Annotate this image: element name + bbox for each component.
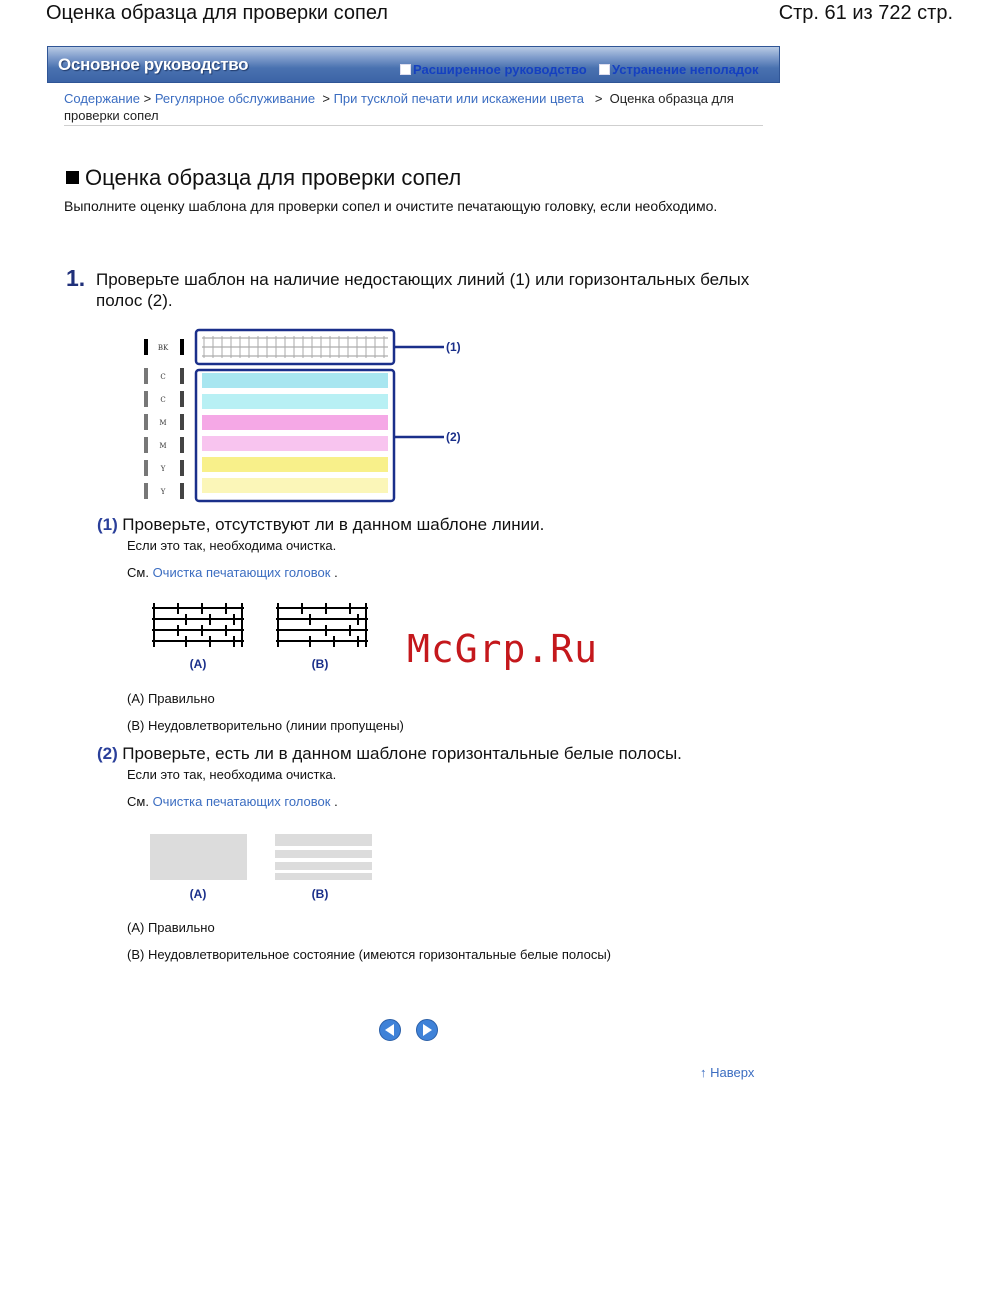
label-a: (A) [189,657,207,671]
step-number: 1. [66,265,86,291]
row-label: BK [157,344,169,352]
sub-note: Если это так, необходима очистка. [127,538,337,553]
guide-banner [47,46,780,83]
sub-number: (1) [97,515,118,534]
stripe-pattern-banded [275,834,372,880]
sub-check-2-heading [97,744,682,764]
advanced-guide-label: Расширенное руководство [413,62,587,77]
desc-correct: (A) Правильно [127,691,215,706]
row-marker-right [180,368,184,384]
watermark: McGrp.Ru [407,627,599,671]
color-band [202,394,388,409]
missing-lines-examples [148,600,383,678]
callout-label-1: (1) [446,340,461,354]
row-marker-right [180,483,184,499]
color-band [202,478,388,493]
breadcrumb-maintenance[interactable]: Регулярное обслуживание [154,91,316,106]
callout-label-2: (2) [446,430,461,444]
square-bullet-icon [400,64,411,75]
breadcrumb-separator: > [594,91,603,106]
row-marker-left [144,460,148,476]
divider [64,125,763,126]
breadcrumb-separator: > [143,91,152,106]
intro-text: Выполните оценку шаблона для проверки сопел и очистите печатающую головку, если необходимо. [64,198,718,214]
square-bullet-icon [599,64,610,75]
page-counter: Стр. 61 из 722 стр. [778,2,953,24]
advanced-guide-link[interactable] [400,62,587,77]
sub-check-1-heading [97,515,544,535]
cleaning-link[interactable]: Очистка печатающих головок [152,565,331,580]
row-marker-left [144,391,148,407]
desc-correct: (A) Правильно [127,920,215,935]
breadcrumb-contents[interactable]: Содержание [64,91,140,106]
back-to-top-label: Наверх [710,1065,755,1080]
row-marker-left [144,414,148,430]
line-pattern-missing [276,603,368,647]
sub-text: Проверьте, отсутствуют ли в данном шаблоне линии. [122,515,545,534]
breadcrumb-current: Оценка образца для проверки сопел [64,91,734,123]
troubleshooting-label: Устранение неполадок [612,62,759,77]
row-label: Y [160,488,166,496]
row-marker-right [180,460,184,476]
row-label: C [160,373,166,381]
row-marker-right [180,414,184,430]
black-square-icon [66,171,79,184]
row-marker-left [144,368,148,384]
line-pattern-correct [152,603,244,647]
row-marker-left [144,339,148,355]
label-b: (B) [311,657,329,671]
page-title: Оценка образца для проверки сопел [66,165,461,191]
sub-number: (2) [97,744,118,763]
color-band [202,415,388,430]
sub-note: Если это так, необходима очистка. [127,767,337,782]
arrow-up-icon: ↑ [700,1065,707,1080]
sub-text: Проверьте, есть ли в данном шаблоне горизонтальные белые полосы. [122,744,682,763]
see-also: См. Очистка печатающих головок . [127,794,338,809]
row-label: C [160,396,166,404]
back-to-top-link[interactable] [700,1065,754,1080]
nozzle-check-pattern-figure [136,325,476,510]
row-marker-right [180,339,184,355]
page-header-title: Оценка образца для проверки сопел [46,2,388,24]
breadcrumb [64,90,764,124]
troubleshooting-link[interactable] [599,62,759,77]
arrow-right-icon [417,1020,437,1040]
white-stripes-examples [148,832,378,904]
row-labels [158,344,169,496]
label-b: (B) [311,887,329,901]
breadcrumb-separator: > [322,91,330,106]
cleaning-link[interactable]: Очистка печатающих головок [152,794,331,809]
row-label: Y [160,465,166,473]
banner-title: Основное руководство [58,55,249,74]
desc-incorrect: (B) Неудовлетворительное состояние (имеются горизонтальные белые полосы) [127,947,612,962]
step-text: Проверьте шаблон на наличие недостающих линий (1) или горизонтальных белых полос (2). [96,270,750,310]
see-also: См. Очистка печатающих головок . [127,565,338,580]
color-band [202,457,388,472]
row-marker-right [180,437,184,453]
desc-incorrect: (B) Неудовлетворительно (линии пропущены) [127,718,404,733]
row-label: M [159,419,167,427]
row-marker-left [144,437,148,453]
color-band [202,373,388,388]
color-band [202,436,388,451]
row-label: M [159,442,167,450]
arrow-left-icon [380,1020,400,1040]
row-marker-right [180,391,184,407]
stripe-pattern-correct [150,834,247,880]
previous-page-button[interactable] [379,1019,401,1041]
next-page-button[interactable] [416,1019,438,1041]
label-a: (A) [189,887,207,901]
breadcrumb-faded-print[interactable]: При тусклой печати или искажении цвета [333,91,584,106]
row-marker-left [144,483,148,499]
